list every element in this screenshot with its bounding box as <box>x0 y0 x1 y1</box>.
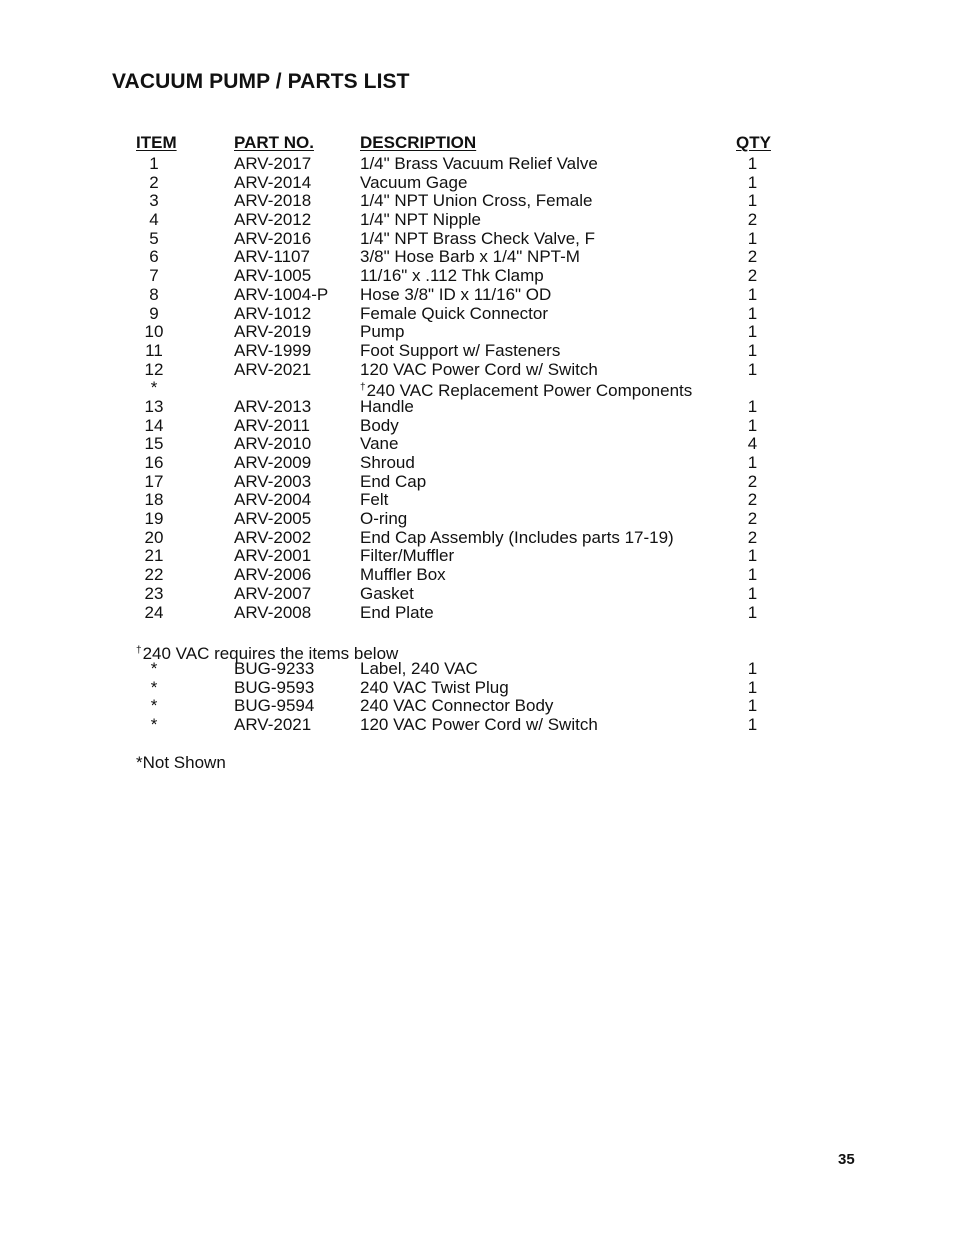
table-row <box>0 697 954 716</box>
part-number-cell: ARV-2019 <box>234 322 312 342</box>
quantity-cell: 1 <box>747 715 758 735</box>
part-number-cell: ARV-1012 <box>234 303 312 323</box>
quantity-cell: 1 <box>747 359 758 379</box>
item-cell: 3 <box>149 191 159 211</box>
part-number-cell: ARV-1107 <box>234 247 310 267</box>
item-cell: * <box>150 696 158 716</box>
quantity-cell: 1 <box>747 659 758 678</box>
item-cell: 23 <box>144 583 164 603</box>
quantity-cell: 1 <box>747 303 758 323</box>
item-cell: 10 <box>144 322 164 342</box>
description-cell: Label, 240 VAC <box>360 659 478 678</box>
part-number-cell: ARV-2017 <box>234 154 312 173</box>
description-cell: 11/16" x .112 Thk Clamp <box>360 266 544 286</box>
table-row <box>0 491 954 510</box>
item-cell: * <box>150 715 158 735</box>
table-row <box>0 211 954 230</box>
quantity-cell: 1 <box>747 546 758 566</box>
table-row <box>0 174 954 193</box>
item-cell: 12 <box>144 359 164 379</box>
quantity-cell: 1 <box>747 396 758 416</box>
item-cell: 17 <box>144 471 164 491</box>
description-cell: Hose 3/8" ID x 11/16" OD <box>360 284 552 304</box>
description-cell: 3/8" Hose Barb x 1/4" NPT-M <box>360 247 580 267</box>
quantity-cell: 2 <box>747 527 758 547</box>
vac-note-text: 240 VAC requires the items below <box>142 644 399 663</box>
description-cell: Muffler Box <box>360 565 446 585</box>
description-cell: End Plate <box>360 602 434 622</box>
part-number-cell: ARV-2003 <box>234 471 312 491</box>
item-cell: * <box>150 659 158 678</box>
table-row <box>0 454 954 473</box>
table-row <box>0 305 954 324</box>
item-cell: 11 <box>145 340 163 360</box>
description-cell: Vane <box>360 434 399 454</box>
table-row <box>0 248 954 267</box>
part-number-cell: ARV-2004 <box>234 490 312 510</box>
page-number: 35 <box>838 1151 855 1168</box>
description-cell: Pump <box>360 322 405 342</box>
quantity-cell: 1 <box>747 583 758 603</box>
quantity-cell: 2 <box>747 490 758 510</box>
item-cell: 16 <box>144 453 164 472</box>
description-cell: 240 VAC Connector Body <box>360 696 554 716</box>
item-cell: 13 <box>144 396 164 416</box>
dagger-mark: † <box>360 382 366 394</box>
part-number-cell: ARV-2021 <box>234 715 312 735</box>
quantity-cell: 4 <box>747 434 758 454</box>
quantity-cell: 2 <box>747 266 758 286</box>
page-title: VACUUM PUMP / PARTS LIST <box>112 70 410 93</box>
quantity-cell: 1 <box>747 154 758 173</box>
item-cell: 1 <box>149 154 159 173</box>
table-row <box>0 361 954 380</box>
table-row <box>0 342 954 361</box>
description-cell: 1/4" NPT Brass Check Valve, F <box>360 228 595 248</box>
table-row <box>0 192 954 211</box>
table-row <box>0 417 954 436</box>
description-cell: End Cap Assembly (Includes parts 17-19) <box>360 527 674 547</box>
table-row <box>0 547 954 566</box>
table-row <box>0 267 954 286</box>
item-cell: 21 <box>144 546 164 566</box>
part-number-cell: ARV-2011 <box>234 415 310 435</box>
header-item: ITEM <box>136 133 177 152</box>
part-number-cell: ARV-2006 <box>234 565 312 585</box>
quantity-cell: 1 <box>747 172 758 192</box>
quantity-cell: 1 <box>747 284 758 304</box>
part-number-cell: ARV-2016 <box>234 228 312 248</box>
item-cell: 19 <box>144 509 164 529</box>
quantity-cell: 1 <box>747 565 758 585</box>
part-number-cell: ARV-1999 <box>234 340 312 360</box>
table-row <box>0 155 954 174</box>
quantity-cell: 1 <box>747 322 758 342</box>
table-row <box>0 529 954 548</box>
item-cell: 5 <box>149 228 159 248</box>
part-number-cell: ARV-1005 <box>234 266 312 286</box>
quantity-cell: 1 <box>747 602 758 622</box>
item-cell: 22 <box>144 565 164 585</box>
item-cell: 14 <box>144 415 164 435</box>
item-cell: * <box>150 677 158 697</box>
table-row <box>0 716 954 735</box>
part-number-cell: ARV-2001 <box>234 546 312 566</box>
description-cell: O-ring <box>360 509 408 529</box>
item-cell: 18 <box>144 490 164 510</box>
description-cell: 1/4" Brass Vacuum Relief Valve <box>360 154 598 173</box>
part-number-cell: ARV-2002 <box>234 527 312 547</box>
table-row <box>0 323 954 342</box>
part-number-cell: ARV-2009 <box>234 453 312 472</box>
vac-parts-table <box>0 660 954 735</box>
part-number-cell: ARV-2013 <box>234 396 312 416</box>
part-number-cell: ARV-1004-P <box>234 284 329 304</box>
part-number-cell: ARV-2007 <box>234 583 312 603</box>
header-qty: QTY <box>736 133 771 152</box>
description-cell: Felt <box>360 490 389 510</box>
part-number-cell: BUG-9233 <box>234 659 315 678</box>
item-cell: 6 <box>149 247 159 267</box>
quantity-cell: 1 <box>747 415 758 435</box>
description-cell: Handle <box>360 396 414 416</box>
description-cell: Body <box>360 415 399 435</box>
description-cell: Filter/Muffler <box>360 546 455 566</box>
quantity-cell: 2 <box>747 509 758 529</box>
part-number-cell: ARV-2005 <box>234 509 312 529</box>
table-row <box>0 585 954 604</box>
item-cell: 4 <box>149 210 159 230</box>
quantity-cell: 2 <box>747 247 758 267</box>
item-cell: 7 <box>149 266 159 286</box>
table-row <box>0 473 954 492</box>
quantity-cell: 1 <box>747 696 758 716</box>
description-cell: 1/4" NPT Nipple <box>360 210 482 230</box>
item-cell: 24 <box>144 602 164 622</box>
description-cell: End Cap <box>360 471 427 491</box>
description-cell: Gasket <box>360 583 414 603</box>
table-row <box>0 679 954 698</box>
part-number-cell: ARV-2018 <box>234 191 312 211</box>
description-cell: 120 VAC Power Cord w/ Switch <box>360 359 598 379</box>
quantity-cell: 1 <box>747 340 758 360</box>
quantity-cell: 1 <box>747 453 758 472</box>
table-row <box>0 660 954 679</box>
table-row <box>0 286 954 305</box>
item-cell: 2 <box>149 172 159 192</box>
item-cell: 15 <box>144 434 164 454</box>
quantity-cell: 2 <box>747 210 758 230</box>
table-row <box>0 510 954 529</box>
item-cell: 9 <box>149 303 159 323</box>
description-cell: 240 VAC Twist Plug <box>360 677 509 697</box>
item-cell: 20 <box>144 527 164 547</box>
part-number-cell: ARV-2008 <box>234 602 312 622</box>
part-number-cell: BUG-9594 <box>234 696 315 716</box>
quantity-cell: 1 <box>747 191 758 211</box>
table-row <box>0 378 954 401</box>
quantity-cell: 1 <box>747 228 758 248</box>
description-cell: 1/4" NPT Union Cross, Female <box>360 191 593 211</box>
description-cell: Foot Support w/ Fasteners <box>360 340 561 360</box>
description-cell: Vacuum Gage <box>360 172 468 192</box>
header-description: DESCRIPTION <box>360 133 477 152</box>
parts-table <box>0 155 954 622</box>
description-cell: Female Quick Connector <box>360 303 549 323</box>
part-number-cell: ARV-2010 <box>234 434 312 454</box>
description-cell: 120 VAC Power Cord w/ Switch <box>360 715 598 735</box>
description-cell: Shroud <box>360 453 415 472</box>
part-number-cell: BUG-9593 <box>234 677 315 697</box>
table-row <box>0 435 954 454</box>
footnote: *Not Shown <box>136 753 226 772</box>
table-row <box>0 230 954 249</box>
part-number-cell: ARV-2014 <box>234 172 312 192</box>
dagger-mark: † <box>136 645 142 656</box>
table-row <box>0 604 954 623</box>
table-row <box>0 398 954 417</box>
item-cell: * <box>150 378 158 398</box>
part-number-cell: ARV-2021 <box>234 359 312 379</box>
quantity-cell: 2 <box>747 471 758 491</box>
header-part-no: PART NO. <box>234 133 314 152</box>
table-row <box>0 566 954 585</box>
quantity-cell: 1 <box>747 677 758 697</box>
item-cell: 8 <box>149 284 159 304</box>
part-number-cell: ARV-2012 <box>234 210 312 230</box>
description-text: 240 VAC Replacement Power Components <box>366 381 693 401</box>
